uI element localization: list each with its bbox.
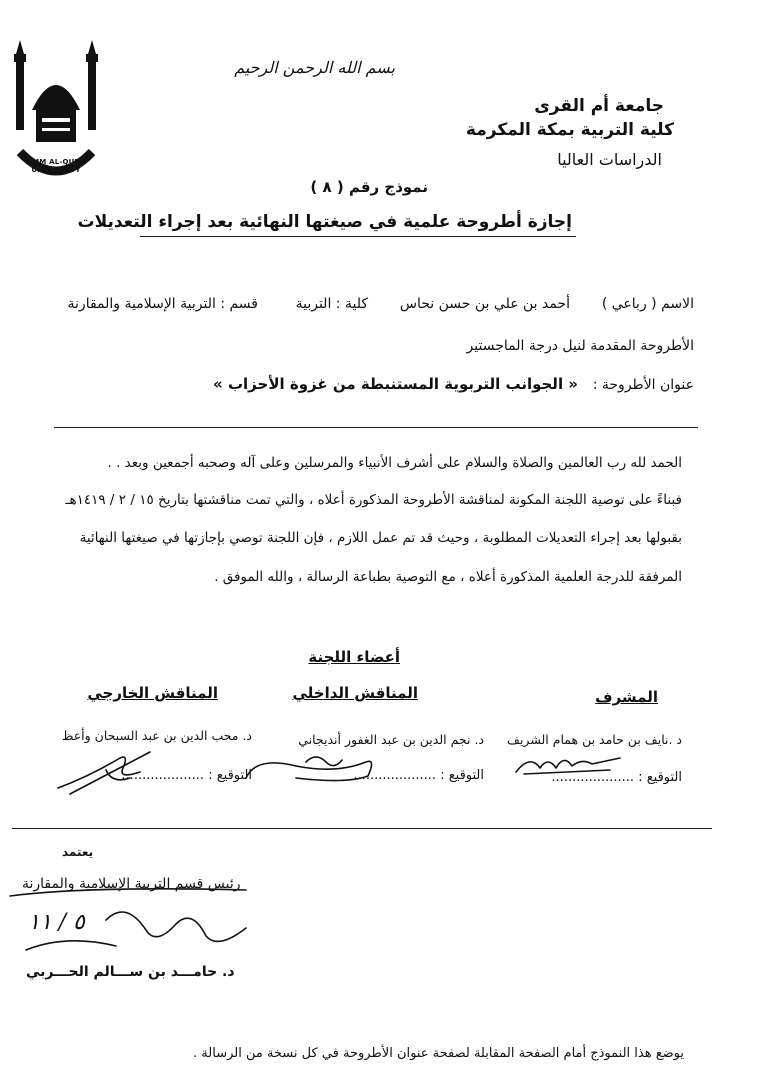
college-field: كلية : التربية — [295, 296, 368, 312]
role-internal-examiner: المناقش الداخلي — [292, 684, 418, 702]
signature-dots: .................... — [551, 770, 635, 785]
signature-external-examiner — [50, 748, 160, 798]
role-external-examiner: المناقش الخارجي — [87, 684, 218, 702]
signature-label: التوقيع : — [208, 768, 252, 783]
institution-line-2: كلية التربية بمكة المكرمة — [465, 120, 674, 140]
name-external-examiner: د. محب الدين بن عبد السبحان وأعظ — [61, 728, 252, 743]
department-field: قسم : التربية الإسلامية والمقارنة — [67, 296, 258, 312]
body-paragraph-4: المرفقة للدرجة العلمية المذكورة أعلاه ، مع التوصية بطباعة الرسالة ، والله الموفق . — [214, 569, 682, 585]
approval-name: د. حامـــد بن ســـالم الحـــربي — [26, 964, 235, 980]
signature-dots: .................... — [353, 768, 437, 783]
logo-caption: UMM AL-QURA UNIVERSITY — [26, 158, 86, 174]
name-internal-examiner: د. نجم الدين بن عبد الغفور أنديجاني — [298, 732, 484, 747]
form-number: نموذج رقم ( ٨ ) — [310, 178, 428, 196]
title-underline — [140, 236, 576, 237]
approval-handwritten-date: ٥ / ١١ — [28, 910, 85, 935]
institution-line-1: جامعة أم القرى — [534, 96, 664, 116]
thesis-label: عنوان الأطروحة : — [592, 377, 694, 393]
student-name-label: الاسم ( رباعي ) — [601, 296, 694, 312]
approval-label: يعتمد — [62, 845, 94, 859]
university-logo — [12, 40, 100, 190]
form-title: إجازة أطروحة علمية في صيغتها النهائية بعد إجراء التعديلات — [77, 212, 572, 232]
approval-title: رئيس قسم التربية الإسلامية والمقارنة — [22, 876, 241, 892]
name-supervisor: د .نايف بن حامد بن همام الشريف — [507, 732, 682, 747]
body-paragraph-2: فبناءً على توصية اللجنة المكونة لمناقشة الأطروحة المذكورة أعلاه ، والتي تمت مناقشتها بتاريخ ١٥ / ٢ / ١٤١٩هـ — [65, 492, 682, 508]
committee-heading: أعضاء اللجنة — [308, 648, 400, 666]
signature-department-head — [6, 880, 266, 970]
body-paragraph-1: الحمد لله رب العالمين والصلاة والسلام على أشرف الأنبياء والمرسلين وعلى آله وصحبه أجمعين وبعد . . — [107, 455, 682, 471]
body-paragraph-3: بقبولها بعد إجراء التعديلات المطلوبة ، وحيث قد تم عمل اللازم ، فإن اللجنة توصي بإجازتها في صيغتها النهائية — [79, 530, 682, 546]
institution-line-3: الدراسات العاليا — [557, 150, 662, 169]
footer-note: يوضع هذا النموذج أمام الصفحة المقابلة لصفحة عنوان الأطروحة في كل نسخة من الرسالة . — [193, 1046, 684, 1061]
basmala: بسم الله الرحمن الرحيم — [234, 58, 395, 77]
role-supervisor: المشرف — [595, 688, 658, 706]
section-divider-1 — [54, 427, 698, 428]
signature-internal-examiner — [236, 748, 386, 788]
signature-label: التوقيع : — [440, 768, 484, 783]
thesis-title: « الجوانب التربوية المستنبطة من غزوة الأحزاب » — [213, 375, 578, 393]
signature-label: التوقيع : — [638, 770, 682, 785]
degree-line: الأطروحة المقدمة لنيل درجة الماجستير — [466, 338, 694, 354]
signature-supervisor — [510, 748, 630, 778]
section-divider-2 — [12, 828, 712, 829]
signature-dots: .................... — [121, 768, 205, 783]
student-name-value: أحمد بن علي بن حسن نحاس — [399, 296, 570, 312]
